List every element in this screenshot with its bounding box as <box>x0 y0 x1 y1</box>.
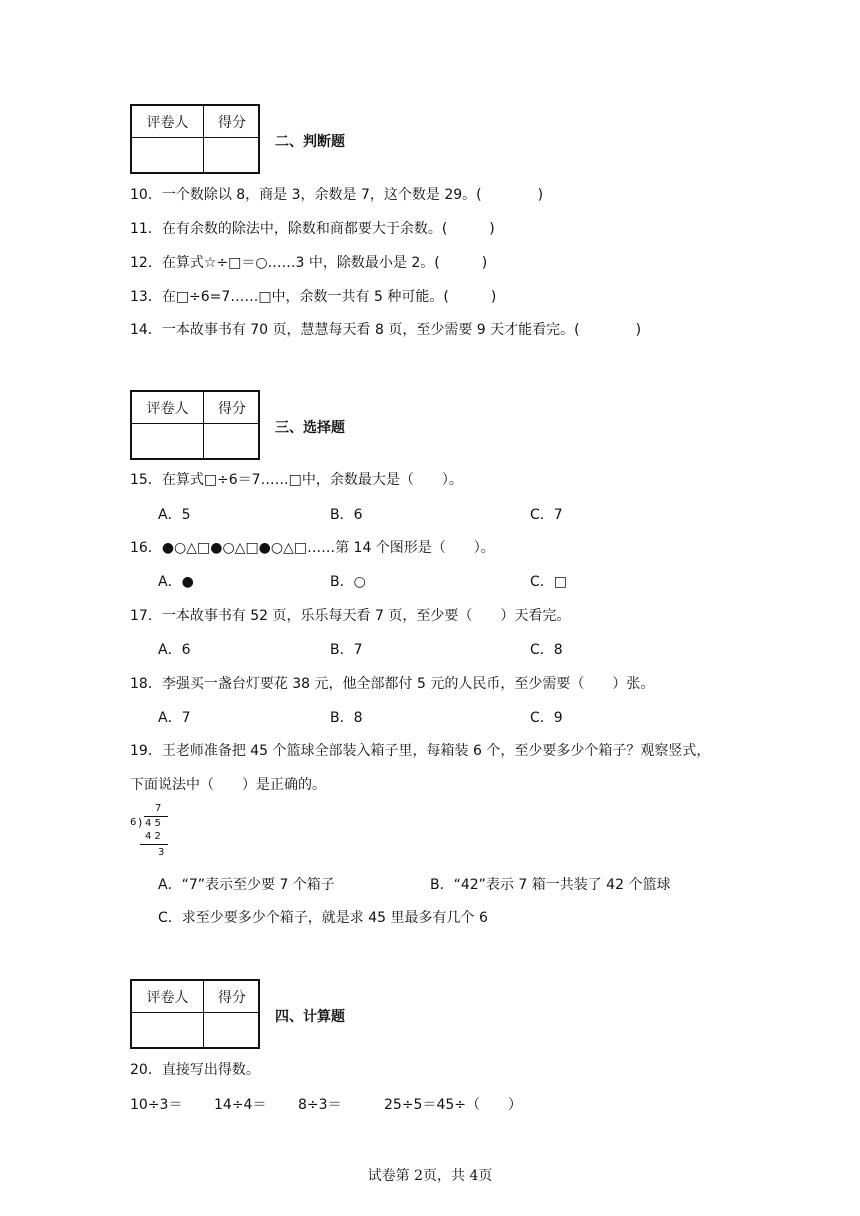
score-input-cell[interactable] <box>204 138 260 172</box>
question-18-option-b[interactable]: B．8 <box>330 710 363 726</box>
score-input-cell[interactable] <box>204 1013 260 1047</box>
section-title-judgement: 二、判断题 <box>275 134 345 150</box>
reviewer-label: 评卷人 <box>132 392 204 424</box>
division-remainder: 3 <box>158 847 165 858</box>
score-table-1 <box>130 104 260 174</box>
score-input-cell[interactable] <box>204 424 260 458</box>
question-19-option-c[interactable]: C．求至少要多少个箱子，就是求 45 里最多有几个 6 <box>158 910 488 926</box>
question-19-option-a[interactable]: A．“7”表示至少要 7 个箱子 <box>158 877 335 893</box>
division-bracket: ) <box>138 816 143 829</box>
question-20: 20．直接写出得数。 <box>130 1062 260 1078</box>
question-18-option-a[interactable]: A．7 <box>158 710 191 726</box>
question-17-option-c[interactable]: C．8 <box>530 642 563 658</box>
question-16-option-c[interactable]: C．□ <box>530 574 568 590</box>
question-15-option-c[interactable]: C．7 <box>530 507 563 523</box>
question-14: 14．一本故事书有 70 页，慧慧每天看 8 页，至少需要 9 天才能看完。( ) <box>130 322 642 338</box>
reviewer-input-cell[interactable] <box>132 1013 204 1047</box>
score-table-3 <box>130 979 260 1049</box>
question-18-option-c[interactable]: C．9 <box>530 710 563 726</box>
question-19-line-1: 19．王老师准备把 45 个篮球全部装入箱子里，每箱装 6 个，至少要多少个箱子？观察竖式， <box>130 743 711 759</box>
question-12: 12．在算式☆÷□＝○……3 中，除数最小是 2。( ) <box>130 255 488 271</box>
reviewer-input-cell[interactable] <box>132 424 204 458</box>
question-17: 17．一本故事书有 52 页，乐乐每天看 7 页，至少要（ ）天看完。 <box>130 608 571 624</box>
reviewer-input-cell[interactable] <box>132 138 204 172</box>
question-10: 10．一个数除以 8，商是 3，余数是 7，这个数是 29。( ) <box>130 187 544 203</box>
question-19-line-2: 下面说法中（ ）是正确的。 <box>130 777 326 793</box>
question-11: 11．在有余数的除法中，除数和商都要大于余数。( ) <box>130 221 495 237</box>
question-17-option-b[interactable]: B．7 <box>330 642 363 658</box>
long-division-figure <box>130 803 170 861</box>
question-16: 16．●○△□●○△□●○△□……第 14 个图形是（ ）。 <box>130 540 495 556</box>
division-divisor: 6 <box>130 817 137 828</box>
section-title-choice: 三、选择题 <box>275 420 345 436</box>
calc-item-4: 25÷5＝45÷（ ） <box>384 1097 522 1113</box>
division-dividend: 4 5 <box>145 818 161 829</box>
division-quotient: 7 <box>155 803 162 814</box>
score-label: 得分 <box>204 981 260 1013</box>
score-label: 得分 <box>204 392 260 424</box>
calc-item-1: 10÷3＝ <box>130 1097 183 1113</box>
question-13: 13．在□÷6=7……□中，余数一共有 5 种可能。( ) <box>130 289 497 305</box>
calc-item-2: 14÷4＝ <box>214 1097 267 1113</box>
division-product: 4 2 <box>145 831 161 842</box>
section-title-calculation: 四、计算题 <box>275 1009 345 1025</box>
reviewer-label: 评卷人 <box>132 106 204 138</box>
page-footer: 试卷第 2页，共 4页 <box>367 1168 493 1184</box>
reviewer-label: 评卷人 <box>132 981 204 1013</box>
question-17-option-a[interactable]: A．6 <box>158 642 191 658</box>
division-bracket-line <box>144 816 168 817</box>
question-16-option-a[interactable]: A．● <box>158 574 194 590</box>
score-table-2 <box>130 390 260 460</box>
question-15-option-a[interactable]: A．5 <box>158 507 191 523</box>
question-18: 18．李强买一盏台灯要花 38 元，他全部都付 5 元的人民币，至少需要（ ）张。 <box>130 676 655 692</box>
score-label: 得分 <box>204 106 260 138</box>
division-subtract-line <box>140 844 168 845</box>
question-15-option-b[interactable]: B．6 <box>330 507 363 523</box>
calc-item-3: 8÷3＝ <box>298 1097 342 1113</box>
question-16-option-b[interactable]: B．○ <box>330 574 366 590</box>
question-15: 15．在算式□÷6＝7……□中，余数最大是（ ）。 <box>130 472 463 488</box>
question-19-option-b[interactable]: B．“42”表示 7 箱一共装了 42 个篮球 <box>430 877 671 893</box>
